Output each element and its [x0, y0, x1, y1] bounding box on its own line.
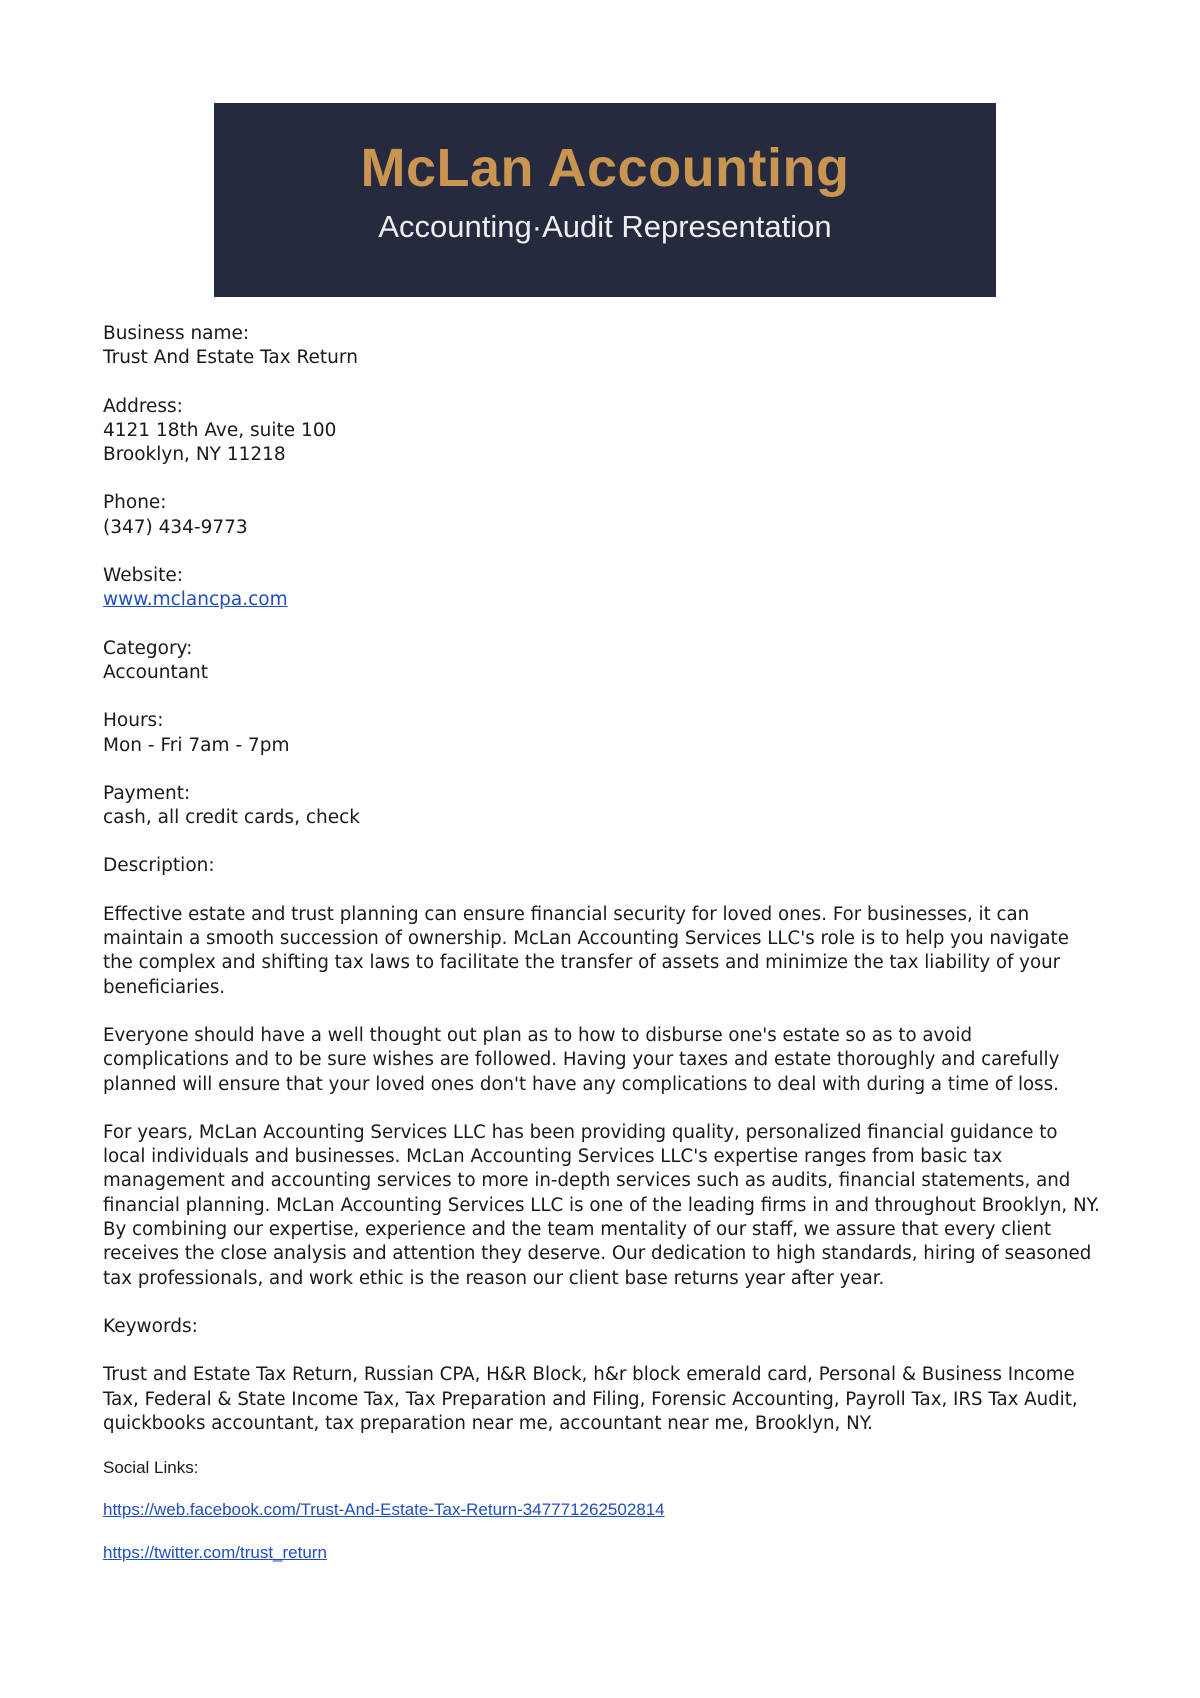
listing-content	[103, 322, 1103, 1460]
description-paragraph-2: Everyone should have a well thought out plan as to how to disburse one's estate so as to avoid complications and to be sure wishes are followed. Having your taxes and estate thoroughly and carefully planned will ensure that your loved ones don't have any complications to deal with during a time of loss.	[103, 1024, 1060, 1095]
facebook-link[interactable]: https://web.facebook.com/Trust-And-Estate-Tax-Return-347771262502814	[103, 1500, 665, 1519]
hours-field	[103, 709, 1103, 758]
description-paragraph-1: Effective estate and trust planning can ensure financial security for loved ones. For businesses, it can maintain a smooth succession of ownership. McLan Accounting Services LLC's role is to help you navigate the complex and shifting tax laws to facilitate the transfer of assets and minimize the tax liability of your beneficiaries.	[103, 903, 1069, 998]
business-name-field	[103, 322, 1103, 371]
logo-subtitle: Accounting·Audit Representation	[378, 209, 832, 244]
address-line1: 4121 18th Ave, suite 100	[103, 419, 337, 441]
website-field	[103, 564, 1103, 613]
logo-banner	[214, 103, 996, 297]
social-links-label: Social Links:	[103, 1458, 199, 1477]
category-label: Category:	[103, 637, 193, 659]
description-label: Description:	[103, 855, 215, 877]
phone-field	[103, 491, 1103, 540]
twitter-link[interactable]: https://twitter.com/trust_return	[103, 1543, 327, 1562]
keywords-text: Trust and Estate Tax Return, Russian CPA, H&R Block, h&r block emerald card, Personal & Business Income Tax, Federal & State Income Tax, Tax Preparation and Filing, Forensic Accounting, Payroll Tax, IRS Tax Audit, quickbooks accountant, tax preparation near me, accountant near me, Brooklyn, NY.	[103, 1364, 1078, 1434]
address-label: Address:	[103, 395, 183, 417]
website-label: Website:	[103, 565, 183, 587]
business-name-label: Business name:	[103, 323, 250, 344]
category-field	[103, 637, 1103, 686]
hours-label: Hours:	[103, 710, 164, 732]
category-value: Accountant	[103, 661, 209, 683]
payment-value: cash, all credit cards, check	[103, 807, 360, 829]
address-field	[103, 395, 1103, 468]
payment-label: Payment:	[103, 782, 191, 804]
description-paragraph-3: For years, McLan Accounting Services LLC has been providing quality, personalized financial guidance to local individuals and businesses. McLan Accounting Services LLC's expertise ranges from basic tax management and accounting services to more in-depth services such as audits, financial statements, and financial planning. McLan Accounting Services LLC is one of the leading firms in and throughout Brooklyn, NY. By combining our expertise, experience and the team mentality of our staff, we assure that every client receives the close analysis and attention they deserve. Our dedication to high standards, hiring of seasoned tax professionals, and work ethic is the reason our client base returns year after year.	[103, 1121, 1100, 1289]
business-name-value: Trust And Estate Tax Return	[103, 347, 358, 369]
phone-label: Phone:	[103, 492, 167, 514]
payment-field	[103, 782, 1103, 831]
phone-value: (347) 434-9773	[103, 516, 248, 538]
address-line2: Brooklyn, NY 11218	[103, 444, 286, 466]
logo-title: McLan Accounting	[360, 138, 850, 198]
keywords-label: Keywords:	[103, 1315, 198, 1337]
website-link[interactable]: www.mclancpa.com	[103, 589, 288, 611]
hours-value: Mon - Fri 7am - 7pm	[103, 734, 290, 756]
